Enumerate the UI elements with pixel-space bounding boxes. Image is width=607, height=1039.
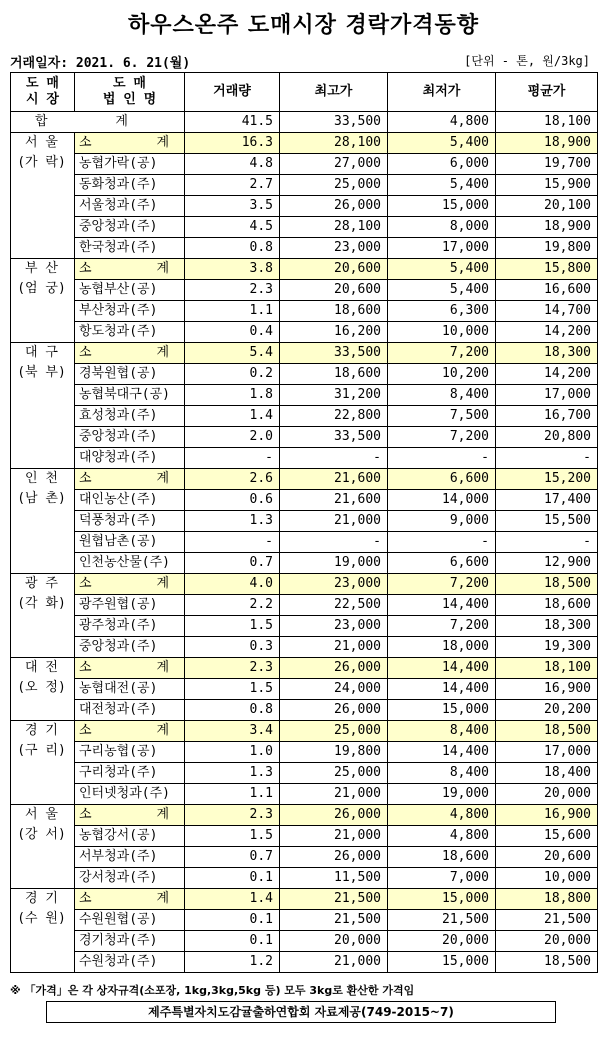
table-row xyxy=(11,826,598,847)
cell-volume: 2.7 xyxy=(185,175,280,196)
cell-corp: 소 계 xyxy=(75,574,185,595)
cell-max: 25,000 xyxy=(280,175,388,196)
table-row xyxy=(11,742,598,763)
cell-volume: 1.4 xyxy=(185,406,280,427)
cell-corp: 소 계 xyxy=(75,343,185,364)
cell-max: 21,500 xyxy=(280,889,388,910)
cell-volume: 0.8 xyxy=(185,238,280,259)
cell-corp: 소 계 xyxy=(75,259,185,280)
header-corp: 도 매 법 인 명 xyxy=(75,73,185,112)
cell-avg: 14,200 xyxy=(496,364,598,385)
cell-max: 33,500 xyxy=(280,343,388,364)
cell-volume: 3.4 xyxy=(185,721,280,742)
header-volume: 거래량 xyxy=(185,73,280,112)
cell-max: 21,000 xyxy=(280,637,388,658)
cell-volume: - xyxy=(185,448,280,469)
table-row xyxy=(11,595,598,616)
cell-corp: 덕풍청과(주) xyxy=(75,511,185,532)
source-box: 제주특별자치도감귤출하연합회 자료제공(749-2015~7) xyxy=(46,1001,556,1023)
cell-min: 7,200 xyxy=(388,427,496,448)
cell-avg: 14,700 xyxy=(496,301,598,322)
market-name-line1: 서 울 xyxy=(25,135,58,150)
table-row xyxy=(11,511,598,532)
cell-corp: 수원원협(공) xyxy=(75,910,185,931)
cell-corp: 인천농산물(주) xyxy=(75,553,185,574)
cell-max: 26,000 xyxy=(280,805,388,826)
table-row xyxy=(11,700,598,721)
header-market: 도 매 시 장 xyxy=(11,73,75,112)
cell-corp: 광주청과(주) xyxy=(75,616,185,637)
cell-min: 5,400 xyxy=(388,259,496,280)
price-table xyxy=(10,72,598,973)
market-name-line1: 부 산 xyxy=(25,261,58,276)
cell-volume: 0.1 xyxy=(185,931,280,952)
cell-corp: 중앙청과(주) xyxy=(75,217,185,238)
cell-avg: 19,300 xyxy=(496,637,598,658)
table-row xyxy=(11,406,598,427)
cell-volume: 4.5 xyxy=(185,217,280,238)
cell-avg: 15,900 xyxy=(496,175,598,196)
cell-volume: 0.7 xyxy=(185,553,280,574)
cell-corp: 농협가락(공) xyxy=(75,154,185,175)
cell-avg: 18,600 xyxy=(496,595,598,616)
cell-volume: 1.1 xyxy=(185,784,280,805)
cell-avg: 18,500 xyxy=(496,721,598,742)
cell-corp: 수원청과(주) xyxy=(75,952,185,973)
cell-corp: 농협대전(공) xyxy=(75,679,185,700)
table-row xyxy=(11,385,598,406)
cell-corp: 대인농산(주) xyxy=(75,490,185,511)
cell-max: - xyxy=(280,448,388,469)
cell-min: 7,200 xyxy=(388,616,496,637)
cell-avg: 15,200 xyxy=(496,469,598,490)
cell-min: 6,600 xyxy=(388,553,496,574)
cell-min: 5,400 xyxy=(388,133,496,154)
cell-avg: 20,000 xyxy=(496,931,598,952)
cell-volume: 4.0 xyxy=(185,574,280,595)
cell-corp: 부산청과(주) xyxy=(75,301,185,322)
table-row xyxy=(11,868,598,889)
cell-volume: 0.1 xyxy=(185,868,280,889)
market-name-line2: (구 리) xyxy=(17,743,66,758)
cell-volume: 0.8 xyxy=(185,700,280,721)
cell-corp: 구리농협(공) xyxy=(75,742,185,763)
subtotal-row xyxy=(11,721,598,742)
market-name-line2: (각 화) xyxy=(17,596,66,611)
cell-avg: 18,900 xyxy=(496,217,598,238)
cell-min: 10,200 xyxy=(388,364,496,385)
footnote: ※ 「가격」은 각 상자규격(소포장, 1kg,3kg,5kg 등) 모두 3kg로 환산한 가격임 xyxy=(10,984,415,997)
cell-corp: 농협북대구(공) xyxy=(75,385,185,406)
cell-avg: 17,000 xyxy=(496,742,598,763)
subtotal-row xyxy=(11,259,598,280)
cell-volume: 2.3 xyxy=(185,658,280,679)
table-row xyxy=(11,238,598,259)
cell-avg: 16,900 xyxy=(496,805,598,826)
table-row xyxy=(11,301,598,322)
subtotal-row xyxy=(11,574,598,595)
table-row xyxy=(11,637,598,658)
cell-volume: 0.6 xyxy=(185,490,280,511)
cell-volume: 1.8 xyxy=(185,385,280,406)
cell-avg: 18,900 xyxy=(496,133,598,154)
table-row xyxy=(11,952,598,973)
subtotal-row xyxy=(11,658,598,679)
cell-avg: 21,500 xyxy=(496,910,598,931)
cell-volume: 1.3 xyxy=(185,511,280,532)
cell-min: - xyxy=(388,532,496,553)
cell-max: 16,200 xyxy=(280,322,388,343)
cell-min: 6,300 xyxy=(388,301,496,322)
unit-label: [단위 - 톤, 원/3kg] xyxy=(464,54,590,68)
cell-max: 28,100 xyxy=(280,133,388,154)
market-name xyxy=(11,133,75,259)
market-name-line2: (남 촌) xyxy=(17,491,66,506)
cell-corp: 소 계 xyxy=(75,658,185,679)
market-name xyxy=(11,721,75,805)
cell-avg: 14,200 xyxy=(496,322,598,343)
cell-min: 8,400 xyxy=(388,763,496,784)
table-row xyxy=(11,931,598,952)
cell-volume: 16.3 xyxy=(185,133,280,154)
cell-min: 4,800 xyxy=(388,805,496,826)
cell-min: 20,000 xyxy=(388,931,496,952)
meta-line xyxy=(10,52,590,70)
cell-avg: 18,100 xyxy=(496,658,598,679)
cell-max: 25,000 xyxy=(280,721,388,742)
cell-max: 21,000 xyxy=(280,784,388,805)
cell-min: 8,000 xyxy=(388,217,496,238)
subtotal-row xyxy=(11,133,598,154)
cell-volume: 0.3 xyxy=(185,637,280,658)
total-label: 합 계 xyxy=(11,112,185,133)
market-name-line2: (가 락) xyxy=(17,155,66,170)
market-name-line2: (북 부) xyxy=(17,365,66,380)
cell-max: 26,000 xyxy=(280,196,388,217)
cell-volume: 0.7 xyxy=(185,847,280,868)
market-name xyxy=(11,574,75,658)
cell-corp: 효성청과(주) xyxy=(75,406,185,427)
market-name-line1: 광 주 xyxy=(25,576,58,591)
cell-min: 7,000 xyxy=(388,868,496,889)
table-row xyxy=(11,616,598,637)
market-name xyxy=(11,805,75,889)
cell-corp: 강서청과(주) xyxy=(75,868,185,889)
cell-avg: 20,100 xyxy=(496,196,598,217)
cell-max: 28,100 xyxy=(280,217,388,238)
cell-avg: 18,500 xyxy=(496,952,598,973)
cell-corp: 원협남촌(공) xyxy=(75,532,185,553)
market-name-line2: (엄 궁) xyxy=(17,281,66,296)
cell-min: 14,400 xyxy=(388,658,496,679)
cell-corp: 농협강서(공) xyxy=(75,826,185,847)
market-name-line1: 인 천 xyxy=(25,471,58,486)
cell-max: 33,500 xyxy=(280,427,388,448)
cell-corp: 광주원협(공) xyxy=(75,595,185,616)
cell-avg: 20,200 xyxy=(496,700,598,721)
header-max: 최고가 xyxy=(280,73,388,112)
cell-min: 5,400 xyxy=(388,175,496,196)
cell-max: 27,000 xyxy=(280,154,388,175)
market-name-line1: 대 구 xyxy=(25,345,58,360)
cell-corp: 농협부산(공) xyxy=(75,280,185,301)
cell-min: 15,000 xyxy=(388,952,496,973)
cell-avg: 18,800 xyxy=(496,889,598,910)
cell-volume: 2.6 xyxy=(185,469,280,490)
cell-avg: 20,600 xyxy=(496,847,598,868)
market-name-line2: (수 원) xyxy=(17,911,66,926)
cell-min: 6,600 xyxy=(388,469,496,490)
cell-volume: 1.2 xyxy=(185,952,280,973)
cell-volume: 0.2 xyxy=(185,364,280,385)
table-row xyxy=(11,364,598,385)
cell-max: 26,000 xyxy=(280,658,388,679)
cell-avg: 10,000 xyxy=(496,868,598,889)
cell-max: 31,200 xyxy=(280,385,388,406)
cell-corp: 소 계 xyxy=(75,805,185,826)
cell-min: 10,000 xyxy=(388,322,496,343)
cell-min: 21,500 xyxy=(388,910,496,931)
table-row xyxy=(11,910,598,931)
cell-avg: 16,600 xyxy=(496,280,598,301)
cell-corp: 인터넷청과(주) xyxy=(75,784,185,805)
cell-max: 21,600 xyxy=(280,490,388,511)
table-row xyxy=(11,175,598,196)
cell-max: 24,000 xyxy=(280,679,388,700)
cell-volume: 4.8 xyxy=(185,154,280,175)
cell-volume: 0.4 xyxy=(185,322,280,343)
cell-min: 15,000 xyxy=(388,889,496,910)
cell-avg: 17,400 xyxy=(496,490,598,511)
cell-avg: 17,000 xyxy=(496,385,598,406)
cell-min: 15,000 xyxy=(388,700,496,721)
table-row xyxy=(11,490,598,511)
subtotal-row xyxy=(11,343,598,364)
cell-corp: 서울청과(주) xyxy=(75,196,185,217)
cell-min: 7,200 xyxy=(388,343,496,364)
cell-corp: 한국청과(주) xyxy=(75,238,185,259)
market-name-line1: 경 기 xyxy=(25,891,58,906)
cell-min: 9,000 xyxy=(388,511,496,532)
cell-max: 21,000 xyxy=(280,952,388,973)
cell-avg: - xyxy=(496,532,598,553)
cell-corp: 소 계 xyxy=(75,889,185,910)
cell-volume: 0.1 xyxy=(185,910,280,931)
table-row xyxy=(11,679,598,700)
cell-max: 23,000 xyxy=(280,238,388,259)
cell-corp: 소 계 xyxy=(75,721,185,742)
table-row xyxy=(11,553,598,574)
cell-volume: 1.3 xyxy=(185,763,280,784)
total-max: 33,500 xyxy=(280,112,388,133)
cell-volume: 1.5 xyxy=(185,679,280,700)
market-name xyxy=(11,469,75,574)
cell-volume: 1.4 xyxy=(185,889,280,910)
cell-avg: 12,900 xyxy=(496,553,598,574)
cell-max: 21,600 xyxy=(280,469,388,490)
market-name-line1: 서 울 xyxy=(25,807,58,822)
subtotal-row xyxy=(11,469,598,490)
cell-max: 21,000 xyxy=(280,511,388,532)
table-row xyxy=(11,784,598,805)
cell-min: 15,000 xyxy=(388,196,496,217)
table-row xyxy=(11,763,598,784)
cell-min: 6,000 xyxy=(388,154,496,175)
cell-max: 22,500 xyxy=(280,595,388,616)
cell-min: 7,200 xyxy=(388,574,496,595)
market-name-line1: 대 전 xyxy=(25,660,58,675)
total-avg: 18,100 xyxy=(496,112,598,133)
table-row xyxy=(11,196,598,217)
subtotal-row xyxy=(11,805,598,826)
total-row xyxy=(11,112,598,133)
cell-max: 26,000 xyxy=(280,847,388,868)
trade-date: 거래일자: 2021. 6. 21(월) xyxy=(10,56,191,71)
table-row xyxy=(11,217,598,238)
market-name-line2: (오 정) xyxy=(17,680,66,695)
cell-volume: 1.5 xyxy=(185,826,280,847)
cell-volume: 1.1 xyxy=(185,301,280,322)
cell-volume: - xyxy=(185,532,280,553)
market-name-line1: 경 기 xyxy=(25,723,58,738)
cell-min: 5,400 xyxy=(388,280,496,301)
cell-min: 19,000 xyxy=(388,784,496,805)
cell-max: 20,000 xyxy=(280,931,388,952)
market-name xyxy=(11,658,75,721)
cell-corp: 중앙청과(주) xyxy=(75,637,185,658)
cell-avg: 20,800 xyxy=(496,427,598,448)
cell-corp: 항도청과(주) xyxy=(75,322,185,343)
cell-max: 11,500 xyxy=(280,868,388,889)
cell-avg: 20,000 xyxy=(496,784,598,805)
table-row xyxy=(11,427,598,448)
cell-avg: 19,700 xyxy=(496,154,598,175)
cell-min: 14,400 xyxy=(388,679,496,700)
market-name xyxy=(11,343,75,469)
cell-avg: 15,600 xyxy=(496,826,598,847)
cell-min: 14,400 xyxy=(388,742,496,763)
cell-corp: 경기청과(주) xyxy=(75,931,185,952)
cell-avg: 18,300 xyxy=(496,343,598,364)
table-row xyxy=(11,154,598,175)
cell-avg: 18,500 xyxy=(496,574,598,595)
market-name xyxy=(11,259,75,343)
cell-avg: 18,300 xyxy=(496,616,598,637)
cell-min: - xyxy=(388,448,496,469)
cell-volume: 2.2 xyxy=(185,595,280,616)
total-min: 4,800 xyxy=(388,112,496,133)
subtotal-row xyxy=(11,889,598,910)
cell-corp: 구리청과(주) xyxy=(75,763,185,784)
cell-max: 20,600 xyxy=(280,259,388,280)
cell-corp: 서부청과(주) xyxy=(75,847,185,868)
cell-volume: 2.3 xyxy=(185,805,280,826)
cell-volume: 5.4 xyxy=(185,343,280,364)
cell-max: 23,000 xyxy=(280,616,388,637)
cell-min: 7,500 xyxy=(388,406,496,427)
cell-min: 17,000 xyxy=(388,238,496,259)
cell-min: 14,000 xyxy=(388,490,496,511)
cell-max: 22,800 xyxy=(280,406,388,427)
cell-min: 8,400 xyxy=(388,385,496,406)
cell-corp: 동화청과(주) xyxy=(75,175,185,196)
cell-max: 25,000 xyxy=(280,763,388,784)
cell-avg: 15,500 xyxy=(496,511,598,532)
table-row xyxy=(11,322,598,343)
cell-corp: 대양청과(주) xyxy=(75,448,185,469)
cell-avg: - xyxy=(496,448,598,469)
cell-volume: 1.0 xyxy=(185,742,280,763)
header-row xyxy=(11,73,598,112)
cell-max: 23,000 xyxy=(280,574,388,595)
table-row xyxy=(11,448,598,469)
cell-max: 21,000 xyxy=(280,826,388,847)
cell-min: 8,400 xyxy=(388,721,496,742)
header-min: 최저가 xyxy=(388,73,496,112)
cell-corp: 중앙청과(주) xyxy=(75,427,185,448)
cell-max: - xyxy=(280,532,388,553)
cell-corp: 경북원협(공) xyxy=(75,364,185,385)
cell-avg: 15,800 xyxy=(496,259,598,280)
cell-max: 19,000 xyxy=(280,553,388,574)
cell-max: 26,000 xyxy=(280,700,388,721)
market-name xyxy=(11,889,75,973)
cell-volume: 3.8 xyxy=(185,259,280,280)
cell-volume: 2.3 xyxy=(185,280,280,301)
cell-avg: 16,700 xyxy=(496,406,598,427)
total-volume: 41.5 xyxy=(185,112,280,133)
table-row xyxy=(11,532,598,553)
cell-min: 18,000 xyxy=(388,637,496,658)
page-title: 하우스온주 도매시장 경락가격동향 xyxy=(127,13,480,38)
cell-min: 18,600 xyxy=(388,847,496,868)
cell-min: 14,400 xyxy=(388,595,496,616)
cell-volume: 2.0 xyxy=(185,427,280,448)
table-row xyxy=(11,847,598,868)
cell-min: 4,800 xyxy=(388,826,496,847)
table-row xyxy=(11,280,598,301)
cell-avg: 19,800 xyxy=(496,238,598,259)
cell-max: 18,600 xyxy=(280,364,388,385)
market-name-line2: (강 서) xyxy=(17,827,66,842)
cell-max: 19,800 xyxy=(280,742,388,763)
cell-max: 20,600 xyxy=(280,280,388,301)
cell-max: 18,600 xyxy=(280,301,388,322)
cell-corp: 소 계 xyxy=(75,469,185,490)
cell-max: 21,500 xyxy=(280,910,388,931)
header-avg: 평균가 xyxy=(496,73,598,112)
cell-avg: 18,400 xyxy=(496,763,598,784)
cell-volume: 3.5 xyxy=(185,196,280,217)
cell-volume: 1.5 xyxy=(185,616,280,637)
cell-avg: 16,900 xyxy=(496,679,598,700)
cell-corp: 소 계 xyxy=(75,133,185,154)
cell-corp: 대전청과(주) xyxy=(75,700,185,721)
